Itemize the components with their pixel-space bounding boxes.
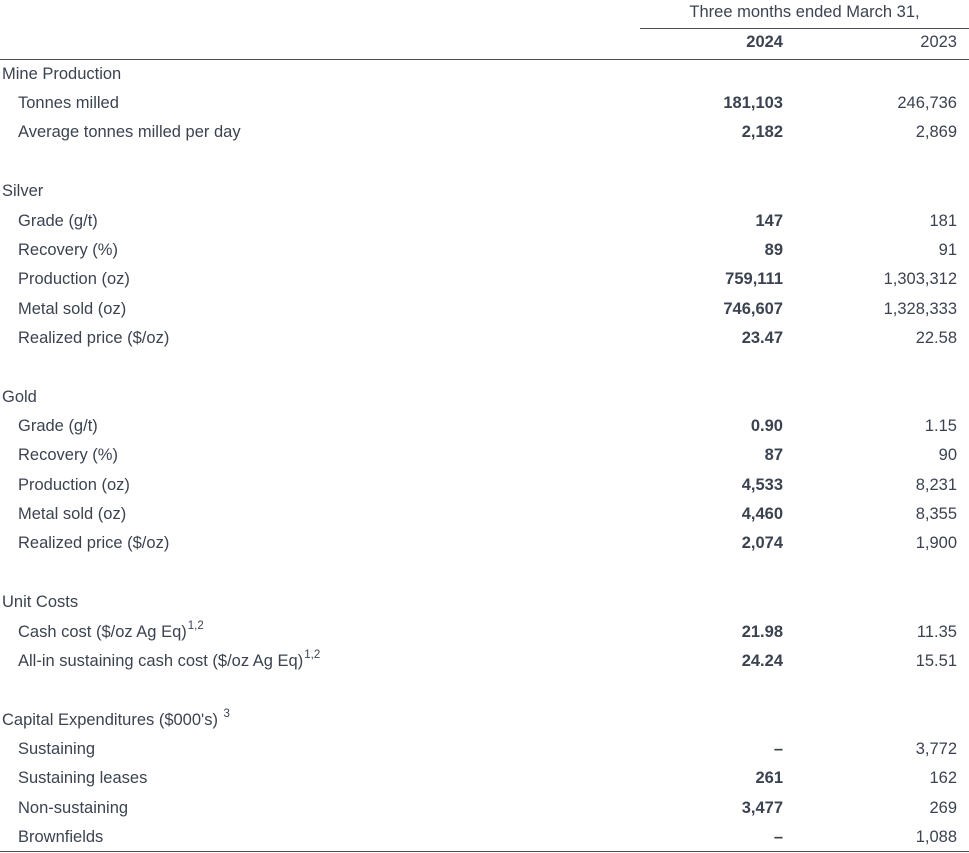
row-label: Grade (g/t) — [18, 212, 98, 230]
value-2024: 21.98 — [741, 623, 783, 641]
value-2024: 87 — [764, 446, 783, 464]
row-label: Production (oz) — [18, 476, 130, 494]
footnote-reference: 1,2 — [187, 620, 204, 632]
section-title: Unit Costs — [2, 593, 79, 611]
row-label — [18, 649, 320, 673]
value-2024: 4,533 — [741, 476, 783, 494]
value-2024: 2,074 — [741, 534, 783, 552]
value-2024: 4,460 — [741, 505, 783, 523]
value-2023: 91 — [938, 241, 957, 259]
value-2024: 89 — [764, 241, 783, 259]
table-row — [0, 443, 969, 467]
footnote-reference: 1,2 — [304, 649, 321, 661]
period-header: Three months ended March 31, — [689, 3, 920, 21]
row-label: Recovery (%) — [18, 446, 118, 464]
row-label: Realized price ($/oz) — [18, 329, 170, 347]
row-label-text: All-in sustaining cash cost ($/oz Ag Eq) — [18, 652, 304, 670]
year-2023-header: 2023 — [920, 33, 957, 51]
value-2024: 746,607 — [723, 300, 783, 318]
value-2023: 8,355 — [915, 505, 957, 523]
section-title — [2, 708, 230, 732]
section-title: Gold — [2, 388, 37, 406]
table-row — [0, 796, 969, 820]
table-row — [0, 737, 969, 761]
row-label — [18, 620, 204, 644]
row-label: Metal sold (oz) — [18, 300, 127, 318]
table-row — [0, 649, 969, 673]
section-heading-unit-costs — [0, 590, 969, 614]
row-label-text: Cash cost ($/oz Ag Eq) — [18, 623, 187, 641]
table-row — [0, 502, 969, 526]
value-2023: 269 — [929, 799, 957, 817]
value-2023: 11.35 — [916, 623, 957, 641]
row-label: Recovery (%) — [18, 241, 118, 259]
value-2023: 246,736 — [897, 94, 957, 112]
value-2023: 8,231 — [915, 476, 957, 494]
table-bottom-rule — [0, 851, 969, 852]
section-title-text: Capital Expenditures ($000's) — [2, 711, 218, 729]
value-2024: 147 — [755, 212, 783, 230]
table-row — [0, 297, 969, 321]
value-2023: 1,900 — [915, 534, 957, 552]
row-label: Tonnes milled — [18, 94, 119, 112]
row-label: Sustaining leases — [18, 769, 148, 787]
value-2024: 2,182 — [741, 123, 783, 141]
table-row — [0, 326, 969, 350]
value-2024: 3,477 — [741, 799, 783, 817]
table-row — [0, 825, 969, 849]
table-row — [0, 766, 969, 790]
value-2023: 90 — [938, 446, 957, 464]
value-2023: 1,303,312 — [883, 270, 957, 288]
table-top-rule — [0, 59, 969, 60]
table-row — [0, 238, 969, 262]
row-label: Brownfields — [18, 828, 104, 846]
table-row — [0, 209, 969, 233]
value-2023: 2,869 — [915, 123, 957, 141]
section-heading-silver — [0, 179, 969, 203]
table-row — [0, 414, 969, 438]
value-2023: 15.51 — [915, 652, 957, 670]
value-2023: 1.15 — [924, 417, 957, 435]
value-2024: 24.24 — [741, 652, 783, 670]
section-heading-capital-expenditures — [0, 708, 969, 732]
row-label: Average tonnes milled per day — [18, 123, 241, 141]
value-2023: 22.58 — [915, 329, 957, 347]
header-divider — [640, 28, 969, 29]
section-title: Silver — [2, 182, 44, 200]
row-label: Sustaining — [18, 740, 96, 758]
table-row — [0, 91, 969, 115]
table-row — [0, 531, 969, 555]
row-label: Grade (g/t) — [18, 417, 98, 435]
section-heading-gold — [0, 385, 969, 409]
value-2024: 181,103 — [723, 94, 783, 112]
value-2024: 759,111 — [725, 270, 783, 288]
footnote-reference: 3 — [223, 708, 230, 720]
table-row — [0, 473, 969, 497]
section-heading-mine-production — [0, 62, 969, 86]
row-label: Metal sold (oz) — [18, 505, 127, 523]
value-2023: 3,772 — [915, 740, 957, 758]
value-2024: 23.47 — [741, 329, 783, 347]
table-row — [0, 120, 969, 144]
year-2024-header: 2024 — [746, 33, 783, 51]
value-2023: 162 — [929, 769, 957, 787]
value-2024: – — [773, 740, 783, 758]
row-label: Production (oz) — [18, 270, 130, 288]
table-row — [0, 620, 969, 644]
value-2023: 181 — [929, 212, 957, 230]
row-label: Non-sustaining — [18, 799, 129, 817]
value-2023: 1,328,333 — [883, 300, 957, 318]
value-2024: 0.90 — [750, 417, 783, 435]
value-2023: 1,088 — [915, 828, 957, 846]
table-row — [0, 267, 969, 291]
value-2024: – — [773, 828, 783, 846]
value-2024: 261 — [755, 769, 783, 787]
section-title: Mine Production — [2, 65, 122, 83]
row-label: Realized price ($/oz) — [18, 534, 170, 552]
